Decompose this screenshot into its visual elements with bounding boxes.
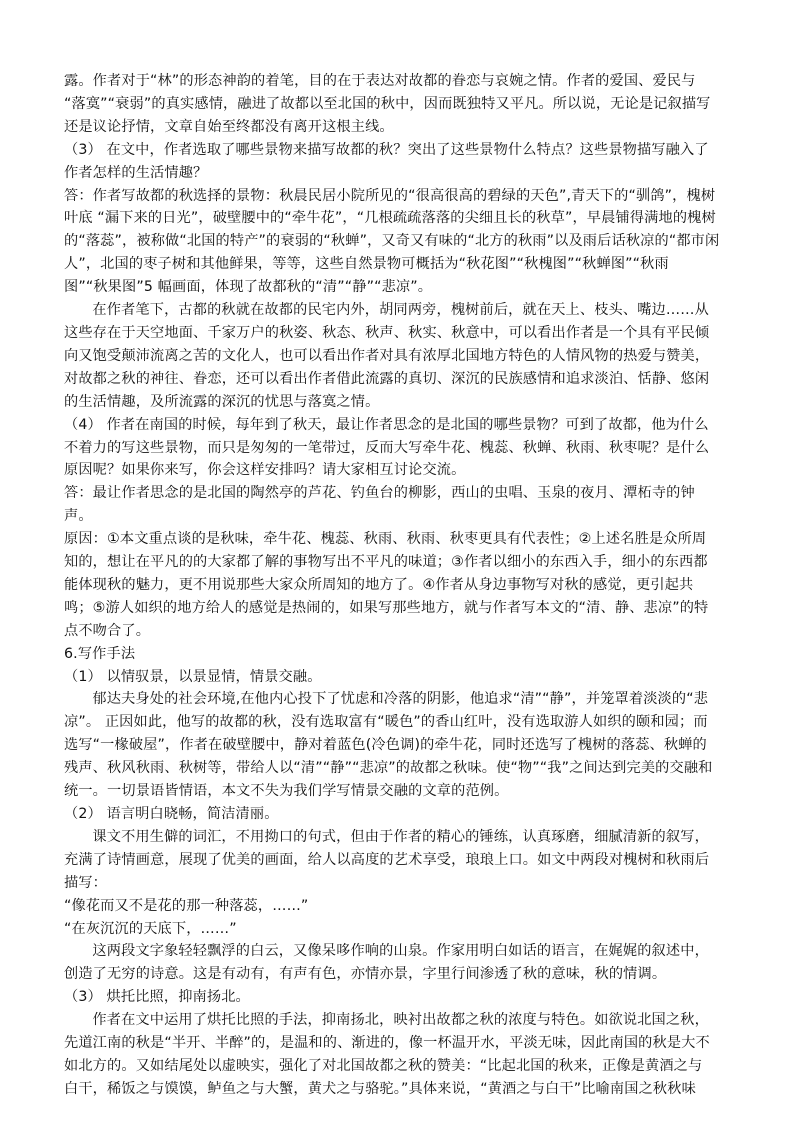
question-line: （4） 作者在南国的时候，每年到了秋天，最让作者思念的是北国的哪些景物？可到了故都，他为什么 (64, 416, 709, 433)
text-line: 白干，稀饭之与馍馍，鲈鱼之与大蟹，黄犬之与骆驼。”具体来说，“黄酒之与白干”比喻南国之秋秋味 (64, 1080, 696, 1097)
text-line: 对故都之秋的神往、眷恋，还可以看出作者借此流露的真切、深沉的民族感情和追求淡泊、恬静、悠闲 (64, 370, 710, 387)
question-line: 原因呢？如果你来写，你会这样安排吗？请大家相互讨论交流。 (64, 462, 466, 479)
text-line: 鸣；⑤游人如织的地方给人的感觉是热闹的，如果写那些地方，就与作者写本文的“清、静、悲凉”的特 (64, 599, 709, 616)
paragraph-start-line: 在作者笔下，古都的秋就在故都的民宅内外，胡同两旁，槐树前后，就在天上、枝头、嘴边……从 (92, 302, 709, 319)
text-line: 描写： (64, 874, 108, 891)
answer-line: 答：作者写故都的秋选择的景物：秋晨民居小院所见的“很高很高的碧绿的天色”,青天下的“驯鸽”，槐树 (64, 187, 716, 204)
text-line: 图”“秋果图”5 幅画面，体现了故都秋的“清”“静”“悲凉”。 (64, 279, 433, 296)
quote-line: “在灰沉沉的天底下，……” (64, 920, 237, 937)
question-line: 作者怎样的生活情趣？ (64, 164, 208, 181)
subsection-heading: （1） 以情驭景，以景显情，情景交融。 (64, 668, 322, 685)
question-line: 不着力的写这些景物，而只是匆匆的一笔带过，反而大写牵牛花、槐蕊、秋蝉、秋雨、秋枣呢？是什么 (64, 439, 710, 456)
text-line: 统一。一切景语皆情语，本文不失为我们学写情景交融的文章的范例。 (64, 783, 509, 800)
quote-line: “像花而又不是花的那一种落蕊，……” (64, 897, 309, 914)
document-page (64, 70, 736, 1101)
section-heading: 6.写作手法 (64, 645, 136, 662)
text-line: 人”，北国的枣子树和其他鲜果，等等，这些自然景物可概括为“秋花图”“秋槐图”“秋蝉图”“秋雨 (64, 256, 669, 273)
text-line: 还是议论抒情，文章自始至终都没有离开这根主线。 (64, 118, 394, 135)
text-line: 的“落蕊”，被称做“北国的特产”的衰弱的“秋蝉”，又奇又有味的“北方的秋雨”以及雨后话秋凉的“都市闲 (64, 233, 720, 250)
text-line: 能体现秋的魅力，更不用说那些大家众所周知的地方了。④作者从身边事物写对秋的感觉，更引起共 (64, 576, 694, 593)
text-line: “落寞”“衰弱”的真实感情，融进了故都以至北国的秋中，因而既独特又平凡。所以说，无论是记叙描写 (64, 95, 711, 112)
paragraph-start-line: 郁达夫身处的社会环境,在他内心投下了忧虑和冷落的阴影，他追求“清”“静”，并笼罩着淡淡的“悲 (92, 691, 709, 708)
text-line: 如北方的。又如结尾处以虚映实，强化了对北国故都之秋的赞美：“比起北国的秋来，正像是黄酒之与 (64, 1057, 703, 1074)
text-line: 这些存在于天空地面、千家万户的秋姿、秋态、秋声、秋实、秋意中，可以看出作者是一个具有平民倾 (64, 324, 710, 341)
text-line: 声。 (64, 508, 93, 525)
text-line: 先道江南的秋是“半开、半醉”的，是温和的、渐进的，像一杯温开水，平淡无味，因此南国的秋是大不 (64, 1035, 710, 1052)
text-line: 充满了诗情画意，展现了优美的画面，给人以高度的艺术享受，琅琅上口。如文中两段对槐树和秋雨后 (64, 851, 710, 868)
question-line: （3） 在文中，作者选取了哪些景物来描写故都的秋？突出了这些景物什么特点？这些景物描写融入了 (64, 141, 709, 158)
answer-line: 答：最让作者思念的是北国的陶然亭的芦花、钓鱼台的柳影，西山的虫唱、玉泉的夜月、潭柘寺的钟 (64, 485, 695, 502)
paragraph-start-line: 作者在文中运用了烘托比照的手法，抑南扬北，映衬出故都之秋的浓度与特色。如欲说北国之秋， (92, 1012, 709, 1029)
text-line: 的生活情趣，及所流露的深沉的忧思与落寞之情。 (64, 393, 380, 410)
text-line: 点不吻合了。 (64, 622, 151, 639)
text-line: 向又饱受颠沛流离之苦的文化人，也可以看出作者对具有浓厚北国地方特色的人情风物的热爱与赞美， (64, 347, 710, 364)
subsection-heading: （3） 烘托比照，抑南扬北。 (64, 989, 250, 1006)
text-line: 凉”。 正因如此，他写的故都的秋，没有选取富有“暖色”的香山红叶，没有选取游人如织的颐和园；而 (64, 714, 708, 731)
text-line: 选写“一椽破屋”，作者在破壁腰中，静对着蓝色(冷色调)的牵牛花，同时还选写了槐树的落蕊、秋蝉的 (64, 737, 707, 754)
paragraph-start-line: 课文不用生僻的词汇，不用拗口的句式，但由于作者的精心的锤练，认真琢磨，细腻清新的叙写， (92, 828, 709, 845)
text-line: 残声、秋风秋雨、秋树等，带给人以“清”“静”“悲凉”的故都之秋味。使“物”“我”之间达到完美的交融和 (64, 760, 713, 777)
reason-line: 原因：①本文重点谈的是秋味，牵牛花、槐蕊、秋雨、秋雨、秋枣更具有代表性；②上述名胜是众所周 (64, 531, 707, 548)
subsection-heading: （2） 语言明白晓畅，简洁清丽。 (64, 806, 279, 822)
paragraph-start-line: 这两段文字象轻轻飘浮的白云，又像呆哆作响的山泉。作家用明白如话的语言，在娓娓的叙述中， (92, 943, 709, 960)
text-line: 露。作者对于“林”的形态神韵的着笔，目的在于表达对故都的眷恋与哀婉之情。作者的爱国、爱民与 (64, 73, 696, 89)
text-line: 创造了无穷的诗意。这是有动有，有声有色，亦情亦景，字里行间渗透了秋的意味，秋的情调。 (64, 966, 667, 983)
text-line: 知的，想让在平凡的的大家都了解的事物写出不平凡的味道；③作者以细小的东西入手，细小的东西都 (64, 554, 708, 571)
text-line: 叶底 “漏下来的日光”，破壁腰中的“牵牛花”，“几根疏疏落落的尖细且长的秋草”，早晨铺得满地的槐树 (64, 210, 716, 227)
